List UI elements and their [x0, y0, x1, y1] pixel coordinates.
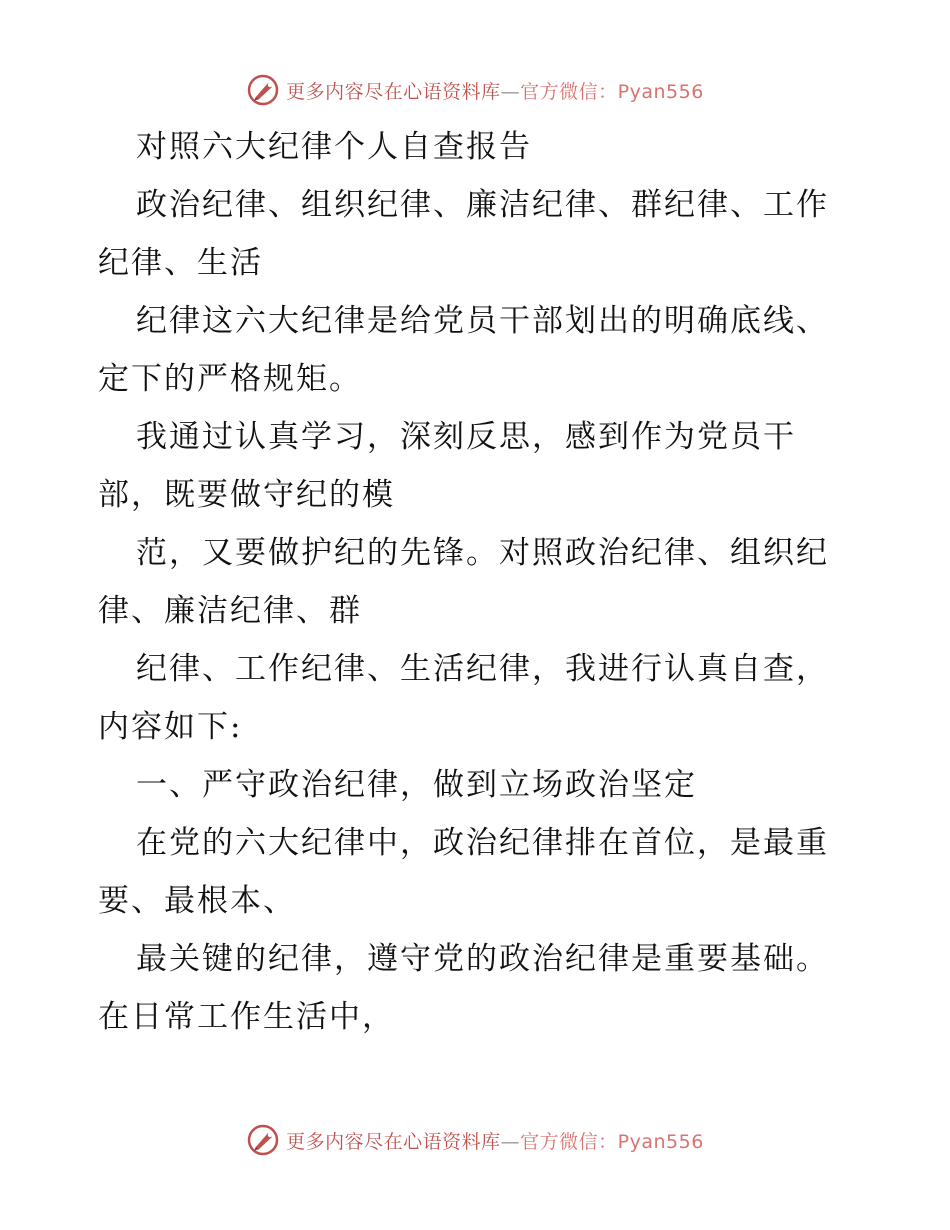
pen-nib-logo-icon [246, 73, 280, 107]
document-title: 对照六大纪律个人自查报告 [136, 129, 532, 165]
paragraph: 我通过认真学习，深刻反思，感到作为党员干部，既要做守纪的模 [98, 419, 796, 513]
paragraph: 最关键的纪律，遵守党的政治纪律是重要基础。在日常工作生活中， [98, 941, 829, 1035]
paragraph: 在党的六大纪律中，政治纪律排在首位，是最重要、最根本、 [98, 825, 829, 919]
footer-banner-wechat: 官方微信：Pyan556 [520, 1130, 704, 1153]
header-banner [0, 70, 950, 110]
footer-banner [0, 1120, 950, 1160]
pen-nib-logo-icon [246, 1123, 280, 1157]
header-banner-main: 更多内容尽在心语资料库 [286, 80, 501, 103]
header-banner-wechat: 官方微信：Pyan556 [520, 80, 704, 103]
header-banner-text [286, 77, 704, 104]
paragraph: 纪律这六大纪律是给党员干部划出的明确底线、定下的严格规矩。 [98, 303, 829, 397]
section-heading: 一、严守政治纪律，做到立场政治坚定 [136, 767, 697, 803]
paragraph: 纪律、工作纪律、生活纪律，我进行认真自查，内容如下: [98, 651, 829, 745]
footer-banner-text [286, 1127, 704, 1154]
header-banner-separator: — [500, 80, 521, 103]
footer-banner-separator: — [500, 1130, 521, 1153]
paragraph: 政治纪律、组织纪律、廉洁纪律、群纪律、工作纪律、生活 [98, 187, 829, 281]
paragraph: 范，又要做护纪的先锋。对照政治纪律、组织纪律、廉洁纪律、群 [98, 535, 829, 629]
document-body [98, 118, 858, 1046]
footer-banner-main: 更多内容尽在心语资料库 [286, 1130, 501, 1153]
